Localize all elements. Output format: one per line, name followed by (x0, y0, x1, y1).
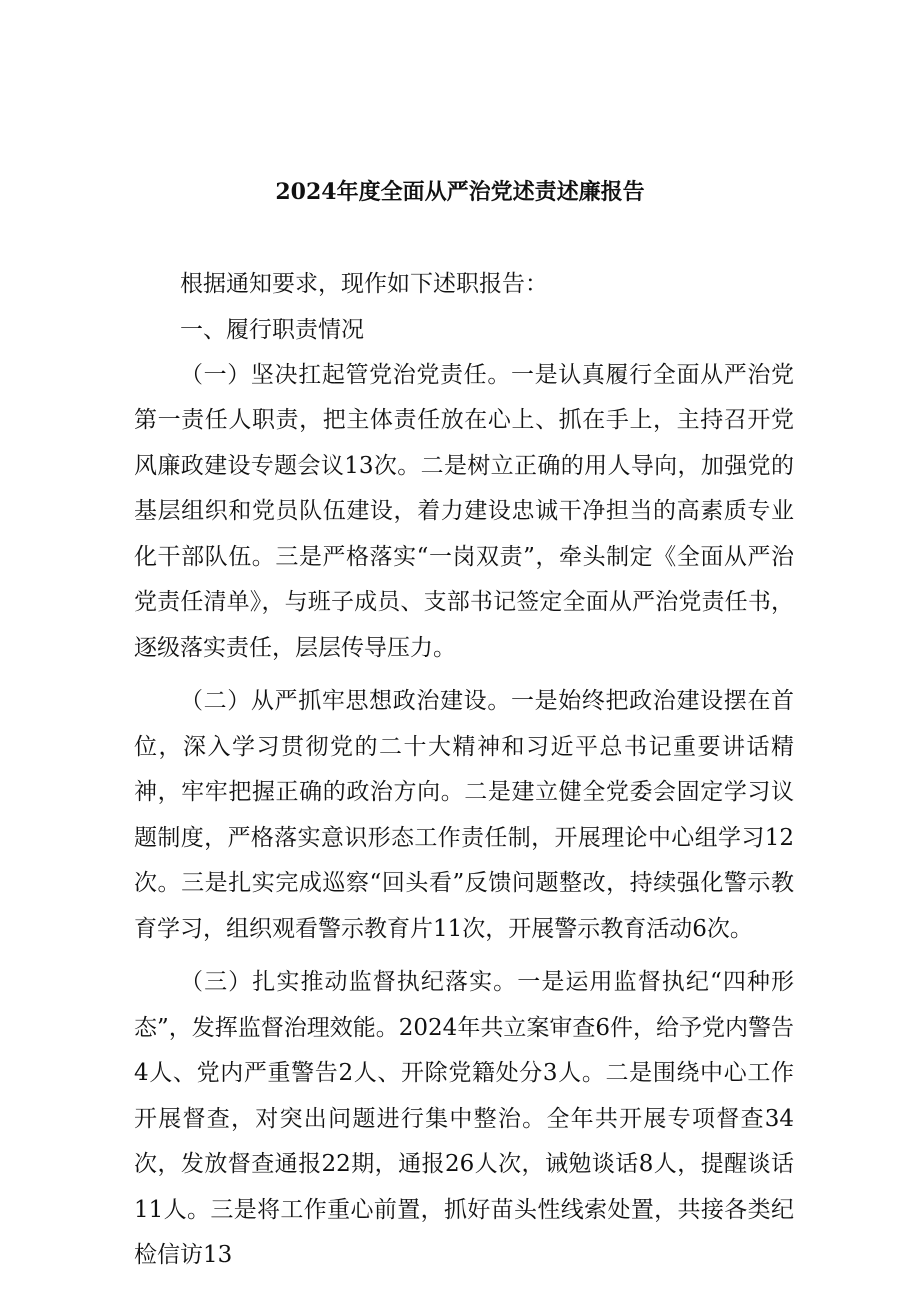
paragraph-3: （三）扎实推动监督执纪落实。一是运用监督执纪“四种形态”，发挥监督治理效能。2024年共立案审查6件，给予党内警告4人、党内严重警告2人、开除党籍处分3人。二是围绕中心工作开展督查，对突出问题进行集中整治。全年共开展专项督查34次，发放督查通报22期，通报26人次，诫勉谈话8人，提醒谈话11人。三是将工作重心前置，抓好苗头性线索处置，共接各类纪检信访13 (134, 969, 794, 1268)
intro-paragraph: 根据通知要求，现作如下述职报告： (180, 271, 548, 297)
document-title: 2024年度全面从严治党述责述廉报告 (275, 179, 645, 205)
paragraph-1: （一）坚决扛起管党治党责任。一是认真履行全面从严治党第一责任人职责，把主体责任放在心上、抓在手上，主持召开党风廉政建设专题会议13次。二是树立正确的用人导向，加强党的基层组织和党员队伍建设，着力建设忠诚干净担当的高素质专业化干部队伍。三是严格落实“一岗双责”，牵头制定《全面从严治党责任清单》，与班子成员、支部书记签定全面从严治党责任书，逐级落实责任，层层传导压力。 (134, 361, 794, 661)
document-body (134, 262, 794, 1279)
section-heading: 一、履行职责情况 (180, 316, 364, 343)
paragraph-2: （二）从严抓牢思想政治建设。一是始终把政治建设摆在首位，深入学习贯彻党的二十大精神和习近平总书记重要讲话精神，牢牢把握正确的政治方向。二是建立健全党委会固定学习议题制度，严格落实意识形态工作责任制，开展理论中心组学习12次。三是扎实完成巡察“回头看”反馈问题整改，持续强化警示教育学习，组织观看警示教育片11次，开展警示教育活动6次。 (134, 688, 794, 942)
